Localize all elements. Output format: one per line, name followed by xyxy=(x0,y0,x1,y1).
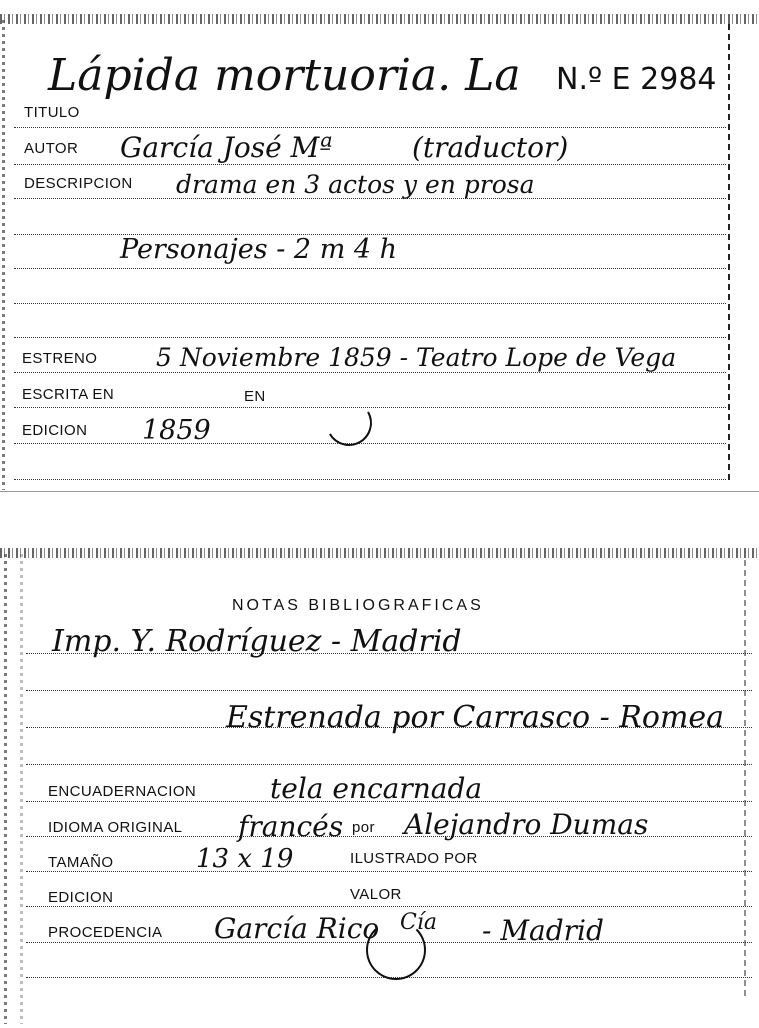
idioma-original-value: francés xyxy=(238,810,344,843)
card-left-edge xyxy=(2,20,5,490)
escrita-en-label: ESCRITA EN xyxy=(22,386,115,403)
estreno-value: 5 Noviembre 1859 - Teatro Lope de Vega xyxy=(156,343,677,372)
edicion-value: 1859 xyxy=(142,415,211,446)
procedencia-value: García Rico xyxy=(214,912,380,945)
rule xyxy=(26,871,752,872)
ilustrado-por-label: ILUSTRADO POR xyxy=(350,850,478,867)
encuadernacion-label: ENCUADERNACION xyxy=(48,783,197,800)
card-inner-edge xyxy=(20,554,23,1024)
autor-label: AUTOR xyxy=(24,140,79,157)
autor-role-value: (traductor) xyxy=(412,131,569,164)
card-right-edge xyxy=(728,24,730,484)
rule xyxy=(26,764,752,765)
card-right-edge xyxy=(744,560,746,1000)
note-line-2: Estrenada por Carrasco - Romea xyxy=(226,700,725,735)
descripcion-label: DESCRIPCION xyxy=(24,175,133,192)
rule xyxy=(14,268,726,269)
rule xyxy=(14,303,726,304)
rule xyxy=(14,443,726,444)
autor-value: García José Mª xyxy=(120,131,333,164)
tamano-label: TAMAÑO xyxy=(48,854,114,871)
titulo-label: TITULO xyxy=(24,104,80,121)
card-top-edge xyxy=(0,14,759,24)
notas-heading: NOTAS BIBLIOGRAFICAS xyxy=(232,597,484,614)
rule xyxy=(14,407,726,408)
catalog-number: N.º E 2984 xyxy=(556,62,717,97)
valor-label: VALOR xyxy=(350,886,402,903)
edicion-label-2: EDICION xyxy=(48,889,114,906)
rule xyxy=(14,337,726,338)
idioma-original-label: IDIOMA ORIGINAL xyxy=(48,819,183,836)
card-bottom-edge xyxy=(0,491,759,492)
tamano-value: 13 x 19 xyxy=(196,844,294,874)
por-label: por xyxy=(352,819,375,836)
title-value: Lápida mortuoria. La xyxy=(48,50,521,101)
card-top-edge xyxy=(0,548,759,558)
rule xyxy=(14,164,726,165)
procedencia-label: PROCEDENCIA xyxy=(48,924,163,941)
edicion-label: EDICION xyxy=(22,422,88,439)
rule xyxy=(14,127,726,128)
encuadernacion-value: tela encarnada xyxy=(270,772,483,805)
estreno-label: ESTRENO xyxy=(22,350,98,367)
punch-hole-mark xyxy=(366,920,426,980)
rule xyxy=(14,479,726,480)
rule xyxy=(14,372,726,373)
catalog-card-front xyxy=(0,0,759,500)
note-line-1: Imp. Y. Rodríguez - Madrid xyxy=(52,624,462,659)
autor-original-value: Alejandro Dumas xyxy=(404,808,649,841)
card-left-edge xyxy=(4,554,7,1024)
personajes-value: Personajes - 2 m 4 h xyxy=(120,234,398,265)
rule xyxy=(26,690,752,691)
descripcion-value: drama en 3 actos y en prosa xyxy=(176,170,535,199)
en-label: EN xyxy=(244,388,266,405)
procedencia-city-value: - Madrid xyxy=(482,914,604,947)
rule xyxy=(26,906,752,907)
procedencia-extra-value: Cía xyxy=(400,910,437,935)
catalog-card-back xyxy=(0,540,759,1028)
